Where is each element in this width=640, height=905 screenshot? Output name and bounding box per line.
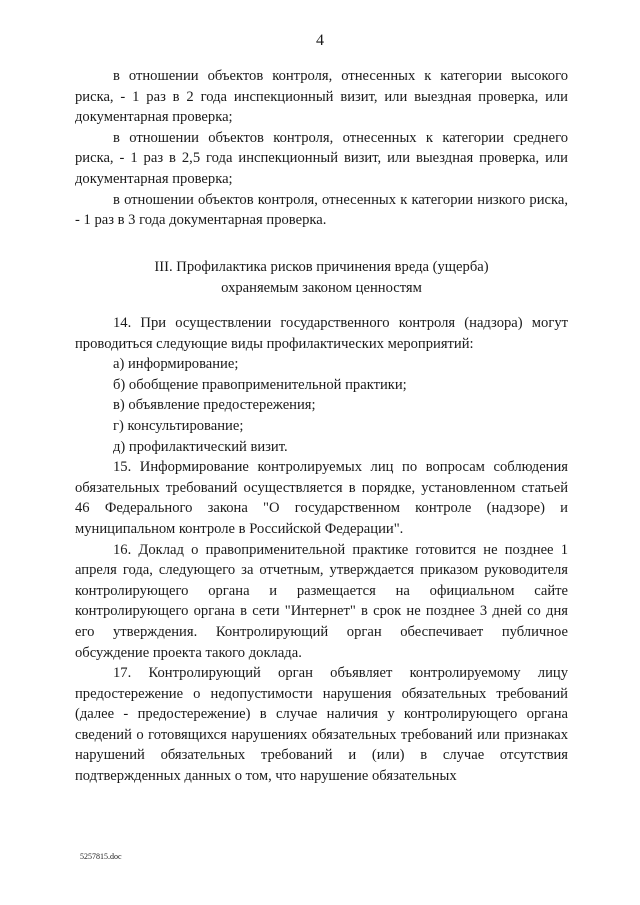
list-item: д) профилактический визит. — [113, 438, 288, 455]
list-item: а) информирование; — [113, 356, 239, 373]
list-item: г) консультирование; — [113, 417, 244, 434]
page-number: 4 — [316, 32, 324, 49]
paragraph-17: 17. Контролирующий орган объявляет контролируемому лицу предостережение о недопустимости нарушения обязательных требований (далее - предостережение) в случае наличия у контролирующего органа сведений о готовящихся нарушениях обязательных требований или признаках нарушений обязательных требований и (или) в случае отсутствия подтвержденных данных о том, что нарушение обязательных — [75, 665, 568, 785]
medium-risk-paragraph: в отношении объектов контроля, отнесенных к категории среднего риска, - 1 раз в 2,5 года инспекционный визит, или выездная проверка, или документарная проверка; — [75, 129, 568, 187]
paragraph-14: 14. При осуществлении государственного контроля (надзора) могут проводиться следующие виды профилактических мероприятий: — [75, 315, 568, 352]
paragraph-16: 16. Доклад о правоприменительной практике готовится не позднее 1 апреля года, следующего за отчетным, утверждается приказом руководителя контролирующего органа и размещается на официальном сайте контролирующего органа в сети "Интернет" в срок не позднее 3 дней со дня его утверждения. Контролирующий орган обеспечивает публичное обсуждение проекта такого доклада. — [75, 541, 568, 661]
section-heading-line-1: III. Профилактика рисков причинения вреда (ущерба) — [154, 259, 489, 275]
section-heading-line-2: охраняемым законом ценностям — [221, 279, 422, 296]
risk-category-paragraphs — [75, 66, 568, 231]
paragraph-15: 15. Информирование контролируемых лиц по вопросам соблюдения обязательных требований осуществляется в порядке, установленном статьей 46 Федерального закона "О государственном контроле (надзоре) и муниципальном контроле в Российской Федерации". — [75, 459, 568, 537]
section-body — [75, 313, 568, 787]
section-heading — [75, 257, 568, 298]
low-risk-paragraph: в отношении объектов контроля, отнесенных к категории низкого риска, - 1 раз в 3 года документарная проверка. — [75, 191, 568, 229]
list-item: б) обобщение правоприменительной практики; — [113, 376, 407, 393]
high-risk-paragraph: в отношении объектов контроля, отнесенных к категории высокого риска, - 1 раз в 2 года инспекционный визит, или выездная проверка, или документарная проверка; — [75, 68, 568, 126]
footer-document-code: 5257815.doc — [80, 852, 122, 861]
list-item: в) объявление предостережения; — [113, 397, 316, 414]
